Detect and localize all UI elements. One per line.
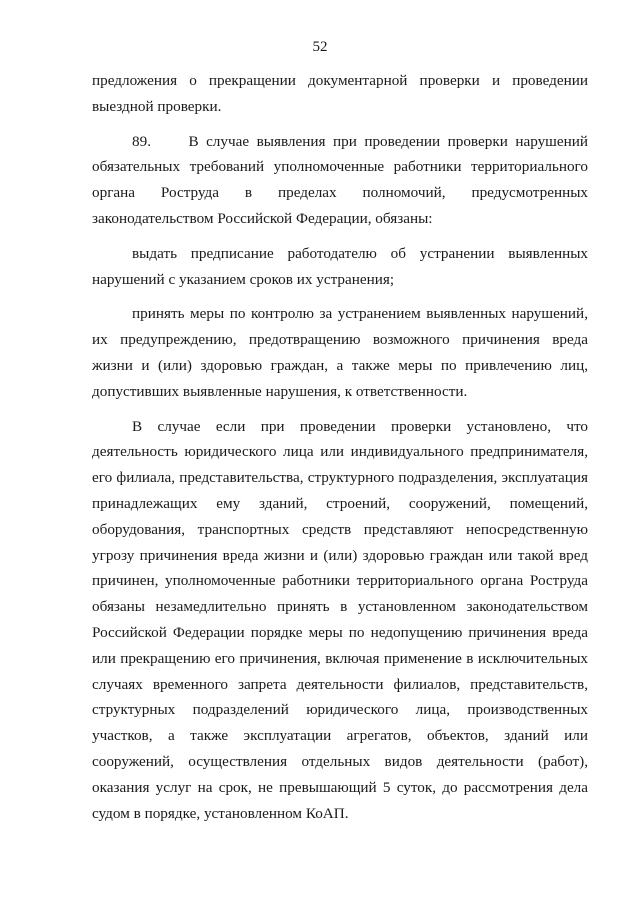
paragraph-issue-order: выдать предписание работодателю об устранении выявленных нарушений с указанием сроков их устранения;: [92, 244, 588, 288]
paragraph-continuation: предложения о прекращении документарной проверки и проведении выездной проверки.: [92, 72, 588, 115]
paragraph-take-measures: принять меры по контролю за устранением выявленных нарушений, их предупреждению, предотвращению возможного причинения вреда жизни и (или) здоровью граждан, а также меры по привлечению лиц, допустивших выявленные нарушения, к ответственности.: [92, 305, 588, 400]
page-number: 52: [312, 39, 328, 55]
paragraph-item-89: 89. В случае выявления при проведении проверки нарушений обязательных требований уполномоченные работники территориального органа Роструда в пределах полномочий, предусмотренных законодательством Российской Федерации, обязаны:: [92, 132, 588, 227]
document-body: [92, 68, 588, 826]
paragraph-immediate-threat: В случае если при проведении проверки установлено, что деятельность юридического лица или индивидуального предпринимателя, его филиала, представительства, структурного подразделения, эксплуатация принадлежащих ему зданий, строений, сооружений, помещений, оборудования, транспортных средств представляют непосредственную угрозу причинения вреда жизни и (или) здоровью граждан или такой вред причинен, уполномоченные работники территориального органа Роструда обязаны незамедлительно принять в установленном законодательством Российской Федерации порядке меры по недопущению причинения вреда или прекращению его причинения, включая применение в исключительных случаях временного запрета деятельности филиалов, представительств, структурных подразделений юридического лица, производственных участков, а также эксплуатации агрегатов, объектов, зданий или сооружений, осуществления отдельных видов деятельности (работ), оказания услуг на срок, не превышающий 5 суток, до рассмотрения дела судом в порядке, установленном КоАП.: [92, 417, 588, 822]
